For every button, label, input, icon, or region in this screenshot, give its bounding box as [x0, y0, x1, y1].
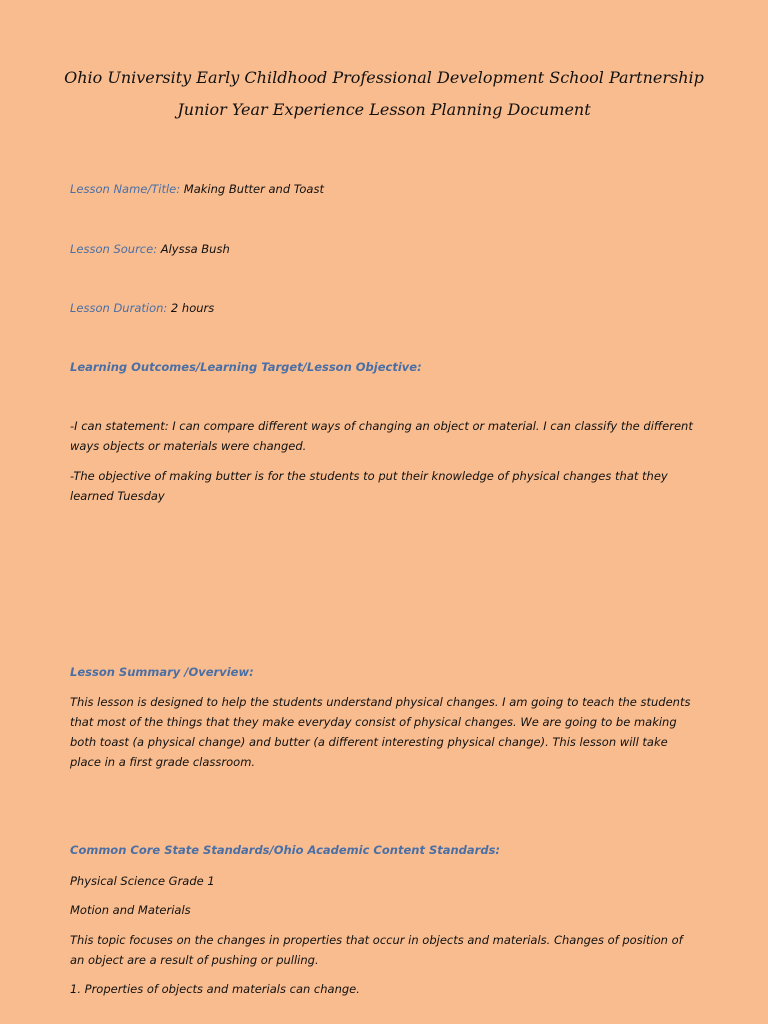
lesson-duration-label: Lesson Duration:: [70, 301, 168, 315]
learning-outcomes-objective: -The objective of making butter is for the students to put their knowledge of physical changes that they learned Tuesday: [70, 469, 668, 503]
learning-outcomes-heading: Learning Outcomes/Learning Target/Lesson Objective:: [70, 360, 422, 374]
lesson-duration-value: 2 hours: [167, 301, 215, 315]
standards-topic-description: This topic focuses on the changes in properties that occur in objects and materials. Changes of position of an object are a result of pushing or pulling.: [70, 933, 683, 967]
lesson-source-value: Alyssa Bush: [157, 242, 230, 256]
document-title-line-1: Ohio University Early Childhood Professional Development School Partnership: [64, 68, 704, 87]
document-title-line-2: Junior Year Experience Lesson Planning Document: [177, 100, 591, 119]
lesson-source-label: Lesson Source:: [70, 242, 158, 256]
learning-outcomes-statement: -I can statement: I can compare different ways of changing an object or material. I can classify the different ways objects or materials were changed.: [70, 419, 693, 453]
standards-topic: Motion and Materials: [70, 903, 191, 917]
lesson-summary-heading: Lesson Summary /Overview:: [70, 665, 254, 679]
lesson-source-field: [70, 242, 230, 256]
lesson-name-value: Making Butter and Toast: [180, 182, 324, 196]
lesson-duration-field: [70, 301, 214, 315]
standards-heading: Common Core State Standards/Ohio Academic Content Standards:: [70, 843, 501, 857]
lesson-summary-paragraph: This lesson is designed to help the students understand physical changes. I am going to teach the students that most of the things that they make everyday consist of physical changes. We are going to be making both toast (a physical change) and butter (a different interesting physical change). This lesson will take place in a first grade classroom.: [70, 695, 691, 769]
lesson-name-label: Lesson Name/Title:: [70, 182, 181, 196]
lesson-name-field: [70, 182, 324, 196]
standards-item-1: 1. Properties of objects and materials can change.: [70, 982, 360, 996]
standards-grade: Physical Science Grade 1: [70, 874, 215, 888]
